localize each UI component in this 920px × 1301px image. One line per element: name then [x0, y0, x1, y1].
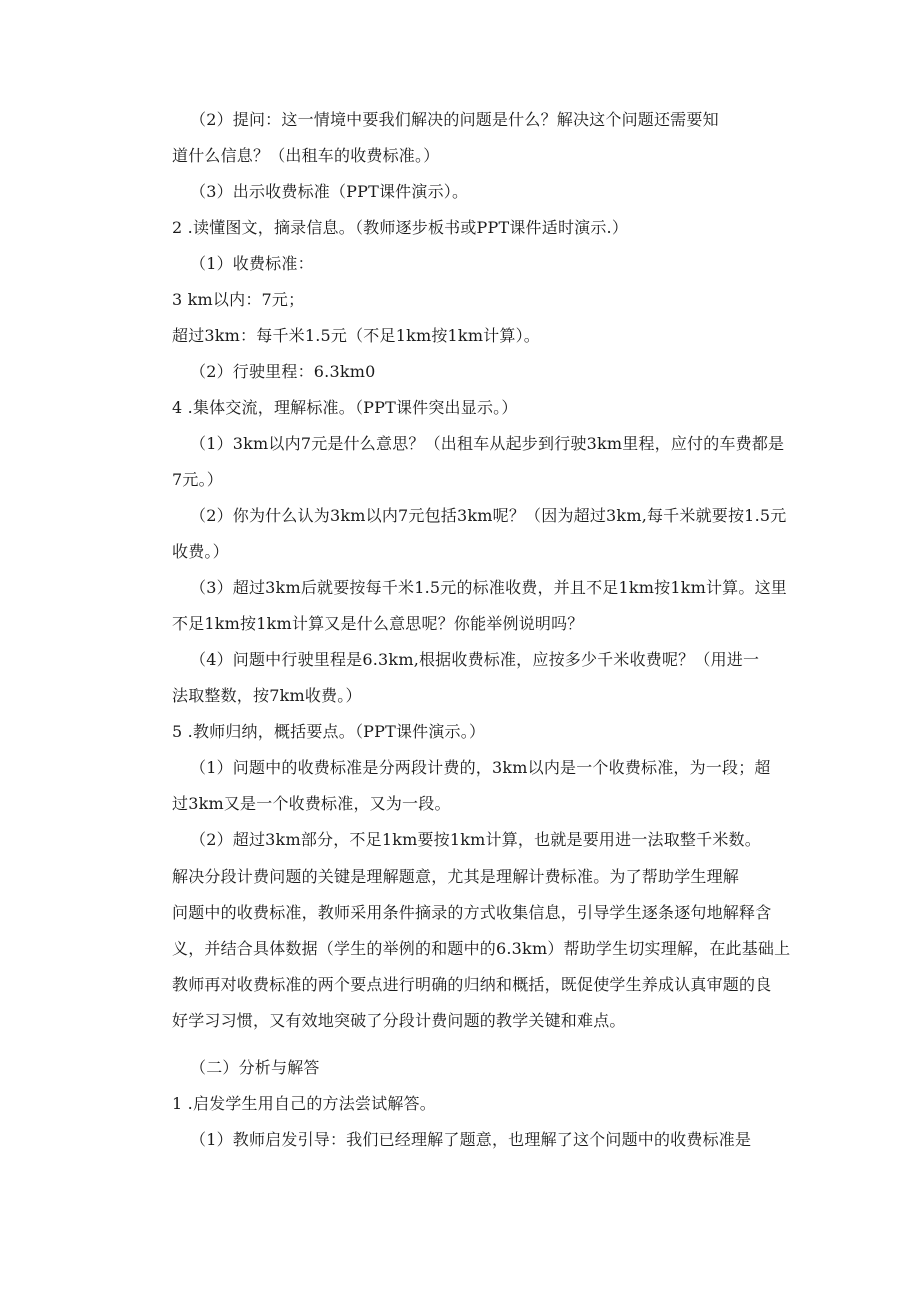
text-line: （1）教师启发引导：我们已经理解了题意，也理解了这个问题中的收费标准是: [190, 1130, 752, 1149]
text-line: 2 .读懂图文，摘录信息。（教师逐步板书或PPT课件适时演示.）: [172, 218, 629, 237]
text-line: （4）问题中行驶里程是6.3km,根据收费标准，应按多少千米收费呢？（用进一: [190, 650, 760, 669]
text-line: 好学习习惯，又有效地突破了分段计费问题的教学关键和难点。: [172, 1011, 626, 1030]
text-line: （2）提问：这一情境中要我们解决的问题是什么？解决这个问题还需要知: [190, 110, 719, 129]
text-line: （1）收费标准：: [190, 254, 314, 273]
text-line: （3）超过3km后就要按每千米1.5元的标准收费，并且不足1km按1km计算。这里: [190, 578, 787, 597]
text-line: 7元。）: [172, 470, 223, 489]
text-line: （2）你为什么认为3km以内7元包括3km呢？（因为超过3km,每千米就要按1.5元: [190, 506, 787, 525]
text-line: 过3km又是一个收费标准，又为一段。: [172, 794, 451, 813]
text-line: （1）问题中的收费标准是分两段计费的，3km以内是一个收费标准，为一段；超: [190, 758, 771, 777]
section-heading: （二）分析与解答: [190, 1058, 320, 1077]
text-line: 不足1km按1km计算又是什么意思呢？你能举例说明吗？: [172, 614, 584, 633]
text-line: 义，并结合具体数据（学生的举例的和题中的6.3km）帮助学生切实理解，在此基础上: [172, 939, 791, 958]
text-line: （2）行驶里程：6.3km0: [190, 362, 376, 381]
text-line: （1）3km以内7元是什么意思？（出租车从起步到行驶3km里程，应付的车费都是: [190, 434, 785, 453]
text-line: （3）出示收费标准（PPT课件演示）。: [190, 182, 469, 201]
text-line: 超过3km：每千米1.5元（不足1km按1km计算）。: [172, 326, 540, 345]
text-line: 道什么信息？（出租车的收费标准。）: [172, 146, 440, 165]
text-line: 教师再对收费标准的两个要点进行明确的归纳和概括，既促使学生养成认真审题的良: [172, 975, 772, 994]
text-line: 解决分段计费问题的关键是理解题意，尤其是理解计费标准。为了帮助学生理解: [172, 867, 740, 886]
text-line: 1 .启发学生用自己的方法尝试解答。: [172, 1094, 436, 1113]
text-line: 法取整数，按7km收费。）: [172, 686, 362, 705]
text-line: （2）超过3km部分，不足1km要按1km计算，也就是要用进一法取整千米数。: [190, 830, 761, 849]
text-line: 4 .集体交流，理解标准。（PPT课件突出显示。）: [172, 398, 518, 417]
text-line: 问题中的收费标准，教师采用条件摘录的方式收集信息，引导学生逐条逐句地解释含: [172, 903, 772, 922]
text-line: 3 km以内：7元；: [172, 290, 305, 309]
text-line: 5 .教师归纳，概括要点。（PPT课件演示。）: [172, 722, 486, 741]
text-line: 收费。）: [172, 542, 229, 561]
